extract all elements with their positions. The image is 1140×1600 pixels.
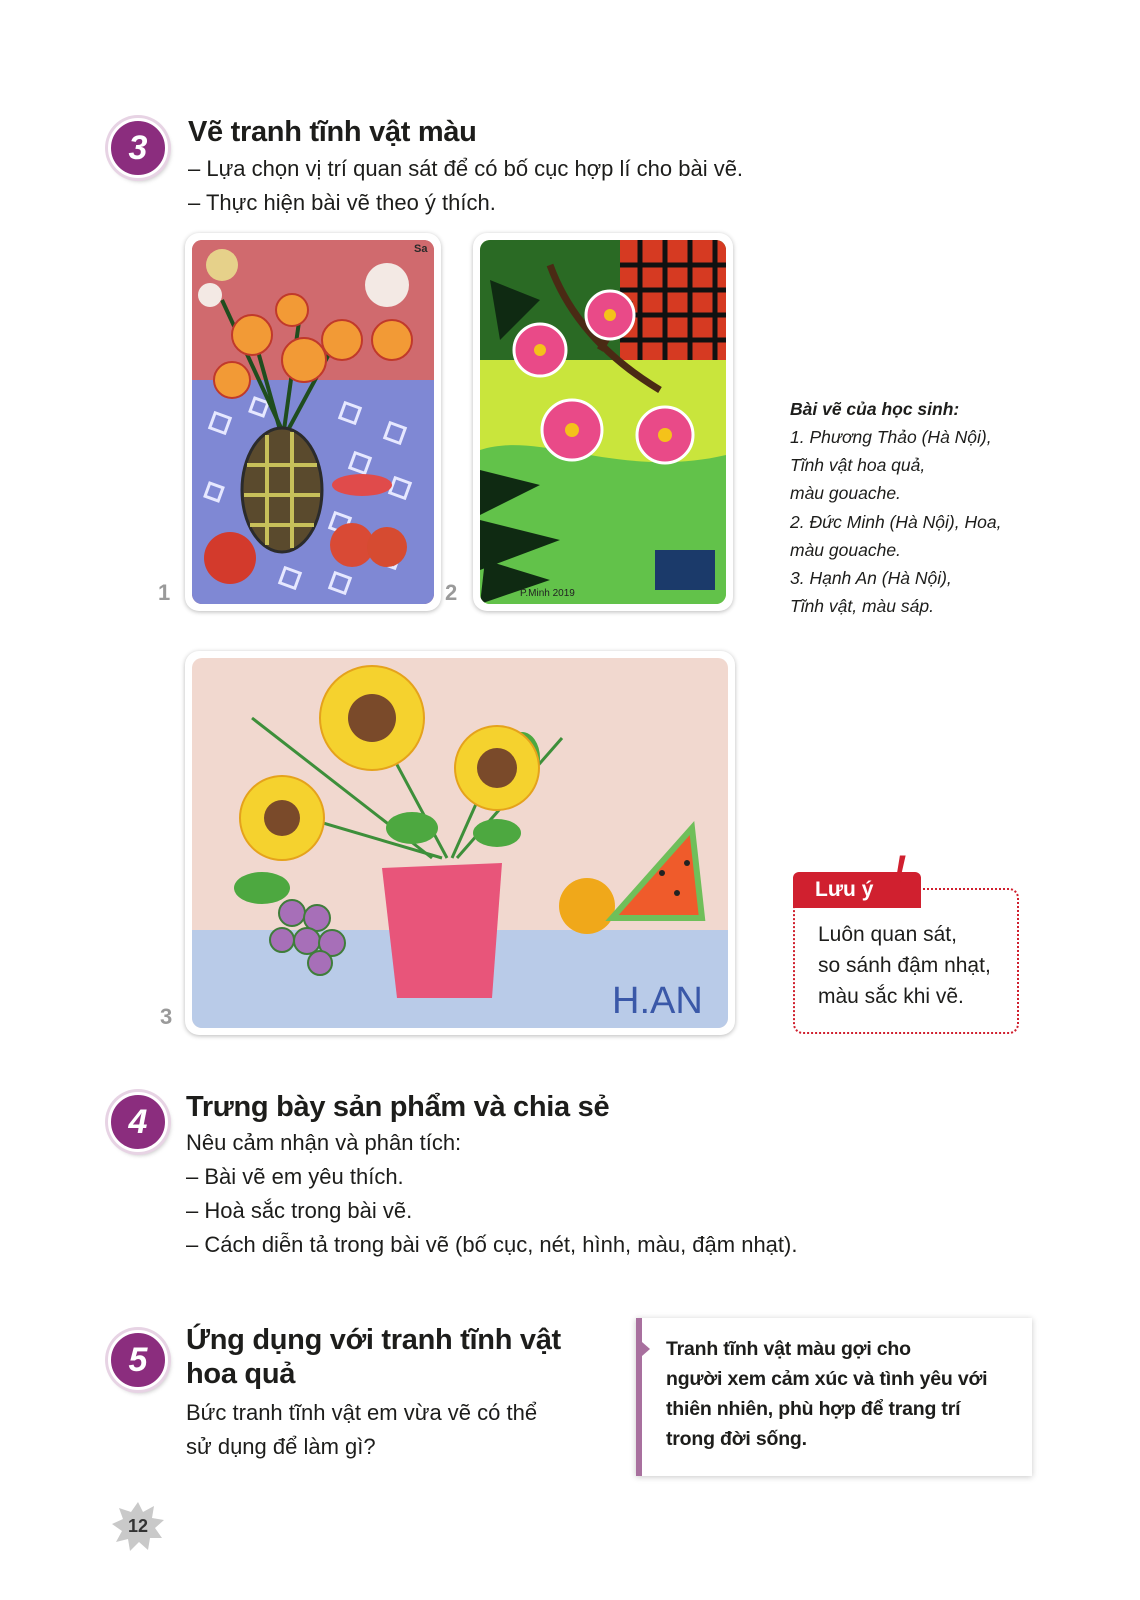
painting-2-number: 2 xyxy=(445,580,458,605)
summary-line-3: thiên nhiên, phù hợp để trang trí xyxy=(666,1398,961,1420)
note-line-2: so sánh đậm nhạt, xyxy=(818,954,991,977)
step-4-badge: 4 xyxy=(108,1092,168,1152)
summary-line-1: Tranh tĩnh vật màu gợi cho xyxy=(666,1338,911,1360)
step-4-line-3: – Hoà sắc trong bài vẽ. xyxy=(186,1198,413,1223)
exclamation-icon: ! xyxy=(893,848,907,892)
caption-line-1: 1. Phương Thảo (Hà Nội), xyxy=(790,427,992,447)
step-5-title-line-2: hoa quả xyxy=(186,1358,296,1390)
caption-line-3: màu gouache. xyxy=(790,483,901,503)
step-4-line-1: Nêu cảm nhận và phân tích: xyxy=(186,1130,462,1155)
caption-line-5: màu gouache. xyxy=(790,540,901,560)
caption-line-7: Tĩnh vật, màu sáp. xyxy=(790,596,934,616)
summary-line-4: trong đời sống. xyxy=(666,1428,807,1450)
painting-3-number: 3 xyxy=(160,1004,173,1029)
page-number-text: 12 xyxy=(127,1516,149,1536)
note-tag: Lưu ý xyxy=(793,872,921,908)
summary-line-2: người xem cảm xúc và tình yêu với xyxy=(666,1368,988,1390)
caption-line-2: Tĩnh vật hoa quả, xyxy=(790,455,926,475)
step-4-line-2: – Bài vẽ em yêu thích. xyxy=(186,1164,404,1189)
caption-line-6: 3. Hạnh An (Hà Nội), xyxy=(790,568,952,588)
painting-1-signature: Sa xyxy=(414,243,428,255)
summary-arrow-icon xyxy=(642,1342,650,1356)
step-5-title-line-1: Ứng dụng với tranh tĩnh vật xyxy=(186,1324,561,1356)
painting-3 xyxy=(185,651,735,1035)
painting-1-number: 1 xyxy=(158,580,171,605)
note-line-1: Luôn quan sát, xyxy=(818,923,957,946)
caption-line-4: 2. Đức Minh (Hà Nội), Hoa, xyxy=(790,512,1002,532)
step-3-line-1: – Lựa chọn vị trí quan sát để có bố cục hợp lí cho bài vẽ. xyxy=(188,156,744,181)
step-4-line-4: – Cách diễn tả trong bài vẽ (bố cục, nét, hình, màu, đậm nhạt). xyxy=(186,1232,798,1257)
step-3-line-2: – Thực hiện bài vẽ theo ý thích. xyxy=(188,190,496,215)
step-3-badge: 3 xyxy=(108,118,168,178)
step-5-line-1: Bức tranh tĩnh vật em vừa vẽ có thể xyxy=(186,1400,538,1425)
painting-3-signature: H.AN xyxy=(612,980,703,1022)
note-line-3: màu sắc khi vẽ. xyxy=(818,985,964,1008)
painting-2 xyxy=(473,233,733,611)
step-4-title: Trưng bày sản phẩm và chia sẻ xyxy=(186,1091,610,1123)
page-number xyxy=(110,1498,166,1554)
painting-1 xyxy=(185,233,441,611)
painting-1-image xyxy=(192,240,434,604)
caption-heading: Bài vẽ của học sinh: xyxy=(790,399,960,419)
step-3-title: Vẽ tranh tĩnh vật màu xyxy=(188,116,477,148)
painting-2-signature: P.Minh 2019 xyxy=(520,588,575,599)
painting-3-image xyxy=(192,658,728,1028)
step-5-badge: 5 xyxy=(108,1330,168,1390)
step-5-line-2: sử dụng để làm gì? xyxy=(186,1434,376,1459)
painting-2-image xyxy=(480,240,726,604)
